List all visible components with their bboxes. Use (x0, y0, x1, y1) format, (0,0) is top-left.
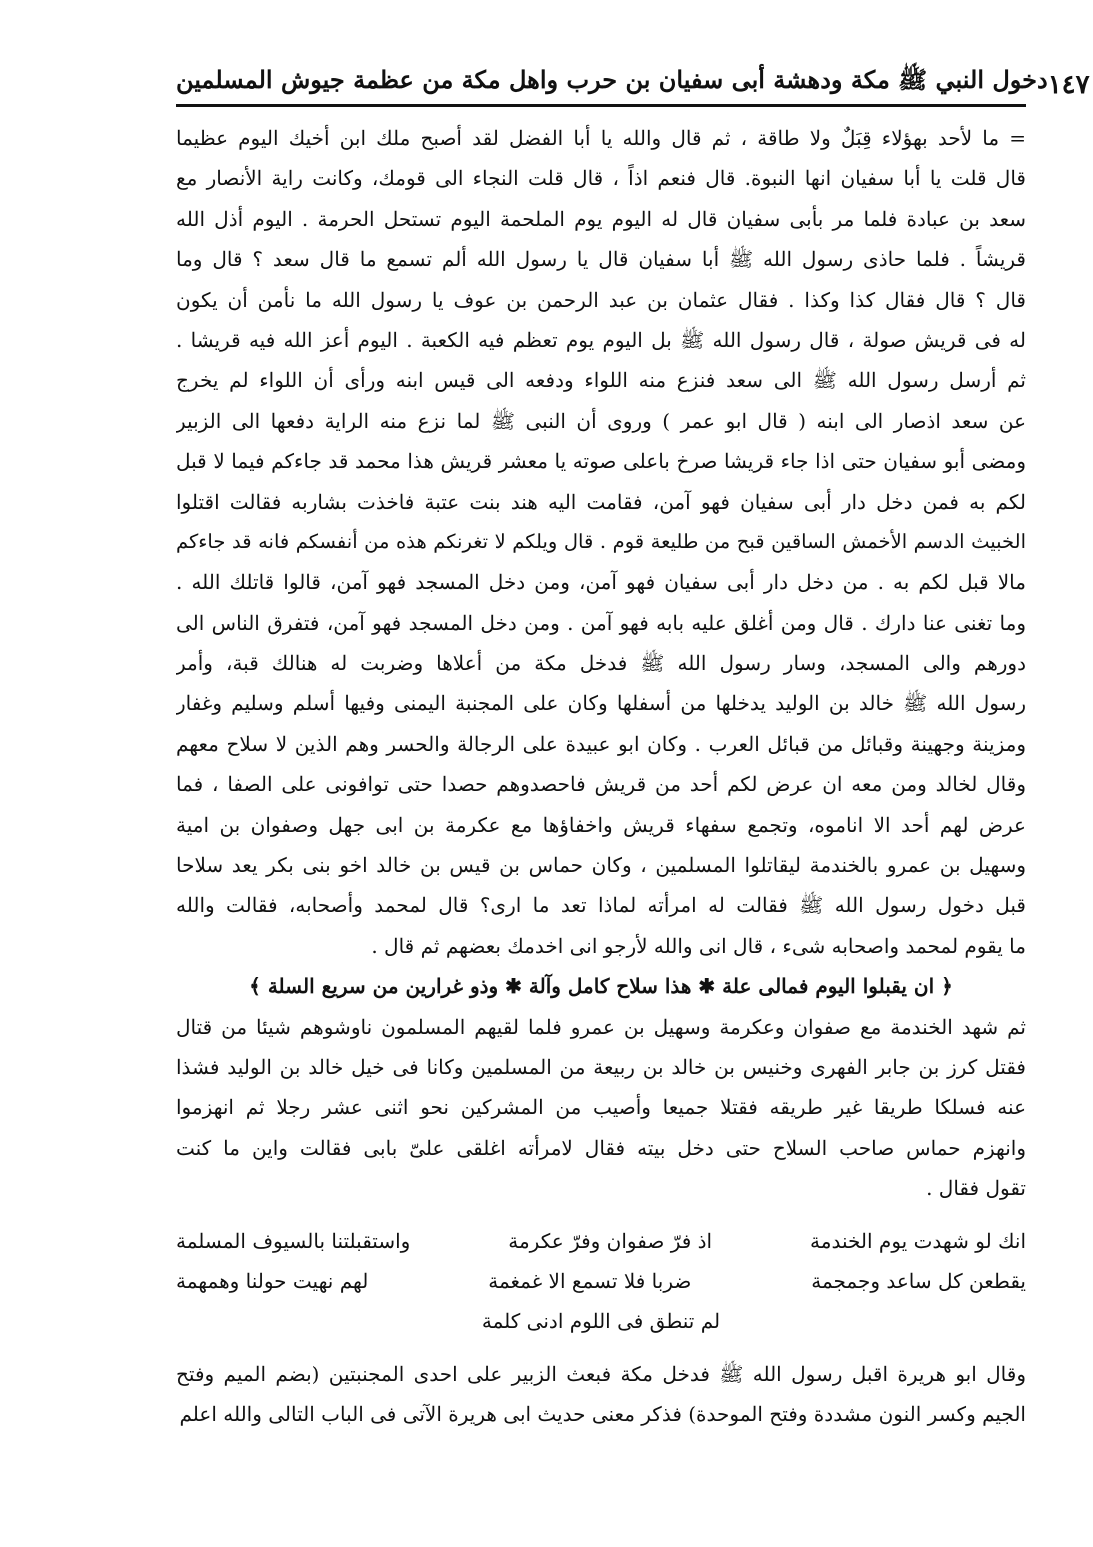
poem-hemistich: اذ فرّ صفوان وفرّ عكرمة (508, 1228, 713, 1253)
poem-block (176, 1221, 1026, 1342)
text-line: عن سعد اذصار الى ابنه ( قال ابو عمر ) وروى أن النبى ﷺ لما نزع منه الراية دفعها الى الزبير (176, 408, 1026, 433)
text-line: الجيم وكسر النون مشددة وفتح الموحدة) فذكر معنى حديث ابى هريرة الآتى فى الباب التالى والله اعلم (179, 1402, 1026, 1427)
text-line: ما يقوم لمحمد واصحابه شىء ، قال انى والله لأرجو انى اخدمك بعضهم ثم قال . (371, 933, 1026, 958)
page-header (176, 40, 1090, 100)
text-line: سعد بن عبادة فلما مر بأبى سفيان قال له اليوم يوم الملحمة اليوم تستحل الحرمة . اليوم أذل الله (176, 206, 1026, 231)
verse-line: ﴿ ان يقبلوا اليوم فمالى علة ✱ هذا سلاح كامل وآلة ✱ وذو غرارين من سريع السلة ﴾ (249, 974, 953, 999)
poem-row (176, 1301, 1026, 1341)
poem-row (176, 1261, 1026, 1301)
text-line: قبل دخول رسول الله ﷺ فقالت له امرأته لماذا تعد ما ارى؟ قال لمحمد وأصحابه، فقالت والله (176, 893, 1026, 918)
text-line: وقال لخالد ومن معه ان عرض لكم أحد من قريش فاحصدوهم حصدا حتى توافونى على الصفا ، فما (176, 772, 1026, 797)
body-text-block-3 (176, 1354, 1026, 1435)
text-line: عرض لهم أحد الا اناموه، وتجمع سفهاء قريش واخفاؤها مع عكرمة بن ابى جهل وصفوان بن امية (176, 812, 1026, 837)
text-line: ثم شهد الخندمة مع صفوان وعكرمة وسهيل بن عمرو فلما لقيهم المسلمون ناوشوهم شيئا من قتال (176, 1014, 1026, 1039)
text-line: له فى قريش صولة ، قال رسول الله ﷺ بل اليوم يوم تعظم فيه الكعبة . اليوم أعز الله فيه قريشا . (176, 327, 1026, 352)
poem-row (176, 1221, 1026, 1261)
poem-hemistich: لهم نهيت حولنا وهمهمة (176, 1268, 369, 1293)
page-body (176, 118, 1026, 1435)
text-line: وقال ابو هريرة اقبل رسول الله ﷺ فدخل مكة فبعث الزبير على احدى المجنبتين (بضم الميم وفتح (176, 1361, 1026, 1386)
text-line: رسول الله ﷺ خالد بن الوليد يدخلها من أسفلها وكان على المجنبة اليمنى وفيها أسلم وسليم وغفار (176, 691, 1026, 716)
text-line: تقول فقال . (926, 1176, 1026, 1201)
running-title: دخول النبي ﷺ مكة ودهشة أبى سفيان بن حرب واهل مكة من عظمة جيوش المسلمين (176, 65, 1048, 94)
text-line: وسهيل بن عمرو بالخندمة ليقاتلوا المسلمين ، وكان حماس بن قيس بن خالد اخو بنى بكر يعد سلاحا (176, 853, 1026, 878)
text-line: ومزينة وجهينة وقبائل من قبائل العرب . وكان ابو عبيدة على الرجالة والحسر وهم الذين لا سلاح معهم (176, 731, 1026, 756)
poem-hemistich: ضربا فلا تسمع الا غمغمة (488, 1268, 692, 1293)
text-line: = ما لأحد بهؤلاء قِبَلٌ ولا طاقة ، ثم قال والله يا أبا الفضل لقد أصبح ملك ابن أخيك اليوم عظيما (176, 126, 1026, 150)
text-line: وانهزم حماس صاحب السلاح حتى دخل بيته فقال لامرأته اغلقى علىّ بابى فقالت واين ما كنت (176, 1135, 1026, 1160)
text-line: دورهم والى المسجد، وسار رسول الله ﷺ فدخل مكة من أعلاها وضربت له هنالك قبة، وأمر (176, 651, 1026, 676)
text-line: مالا قبل لكم به . من دخل دار أبى سفيان فهو آمن، ومن دخل المسجد فهو آمن، قالوا قاتلك الله . (176, 570, 1026, 595)
text-line: قال قلت يا أبا سفيان انها النبوة. قال فنعم اذاً ، قال قلت النجاء الى قومك، وكانت راية الأنصار مع (176, 166, 1026, 191)
poem-hemistich: لم تنطق فى اللوم ادنى كلمة (481, 1309, 721, 1334)
text-line: وما تغنى عنا دارك . قال ومن أغلق عليه بابه فهو آمن . ومن دخل المسجد فهو آمن، فتفرق الناس الى (176, 610, 1026, 635)
header-rule (176, 104, 1026, 107)
gap (176, 1209, 1026, 1221)
text-line: لكم به فمن دخل دار أبى سفيان فهو آمن، فقامت اليه هند بنت عتبة فاخذت بشاربه فقالت اقتلوا (176, 489, 1026, 514)
body-text-block-2 (176, 1007, 1026, 1209)
gap (176, 1342, 1026, 1354)
poem-hemistich: واستقبلتنا بالسيوف المسلمة (176, 1228, 411, 1253)
text-line: قريشاً . فلما حاذى رسول الله ﷺ أبا سفيان قال يا رسول الله ألم تسمع ما قال سعد ؟ قال وما (176, 247, 1026, 272)
page-number: ١٤٧ (1047, 70, 1090, 100)
text-line: عنه فسلكا طريقا غير طريقه فقتلا جميعا وأصيب من المشركين نحو اثنى عشر رجلا ثم انهزموا (176, 1095, 1026, 1120)
text-line: ثم أرسل رسول الله ﷺ الى سعد فنزع منه اللواء ودفعه الى قيس ابنه ورأى أن اللواء لم يخرج (176, 368, 1026, 393)
text-line: فقتل كرز بن جابر الفهرى وخنيس بن خالد بن ربيعة من المسلمين وكانا فى خيل خالد بن الوليد فشذا (176, 1054, 1026, 1079)
text-line: الخبيث الدسم الأخمش الساقين قبح من طليعة قوم . قال ويلكم لا تغرنكم هذه من أنفسكم فانه قد جاءكم (176, 529, 1026, 553)
text-line: قال ؟ قال فقال كذا وكذا . فقال عثمان بن عبد الرحمن بن عوف يا رسول الله ما نأمن أن يكون (176, 287, 1026, 312)
body-text-block-1 (176, 118, 1026, 966)
text-line: ومضى أبو سفيان حتى اذا جاء قريشا صرخ باعلى صوته يا معشر قريش هذا محمد قد جاءكم فيما لا قبل (176, 449, 1026, 474)
poem-hemistich: انك لو شهدت يوم الخندمة (810, 1228, 1026, 1253)
poem-hemistich: يقطعن كل ساعد وجمجمة (811, 1268, 1026, 1293)
